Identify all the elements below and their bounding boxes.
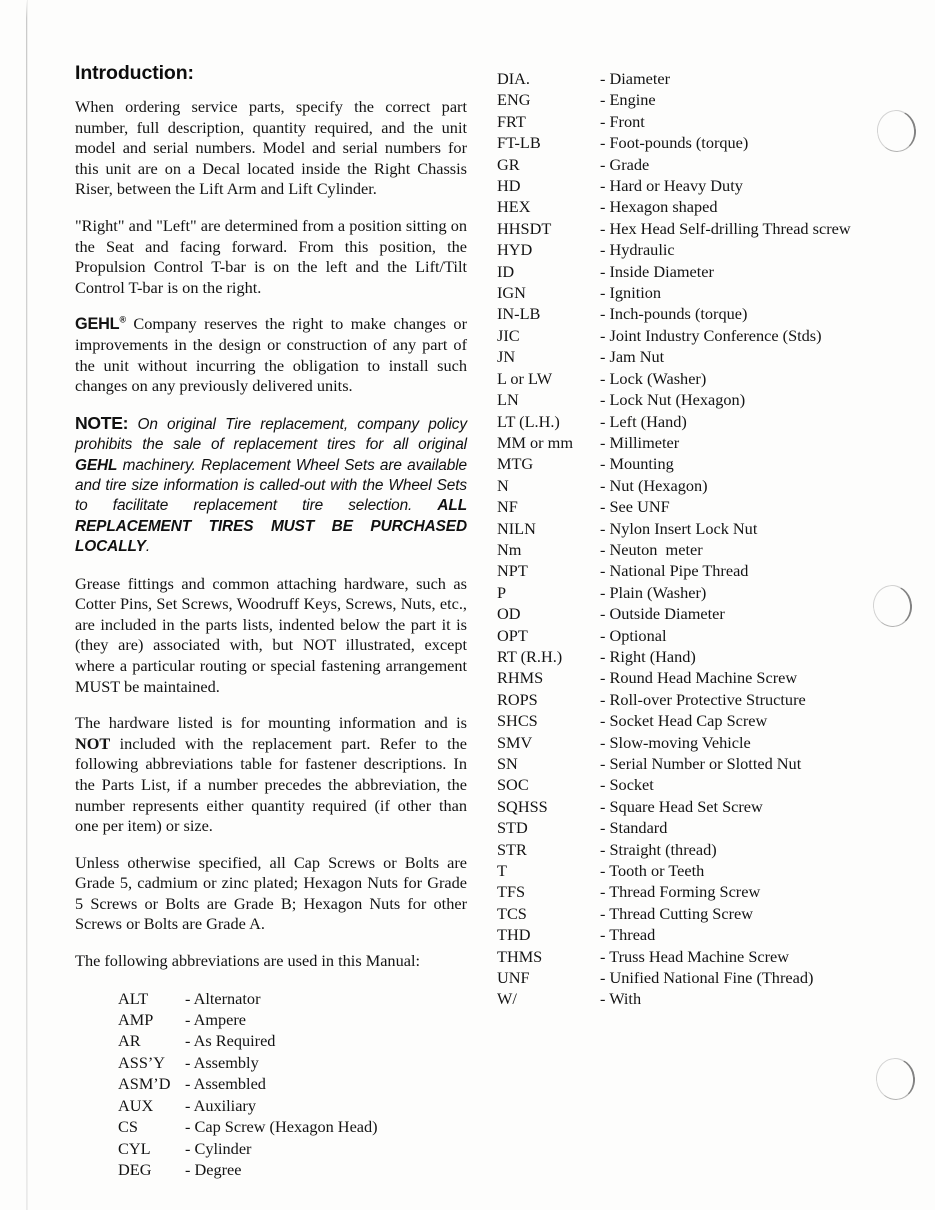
abbreviation-row — [497, 903, 897, 924]
note-segment-2: machinery. Replacement Wheel Sets are available and tire size information is called-out with the Wheel Sets to facilitate replacement tire selection. — [75, 456, 467, 515]
abbreviation-definition: - Thread Cutting Screw — [600, 903, 753, 923]
abbreviation-row — [118, 1030, 467, 1051]
abbreviation-row — [497, 453, 897, 474]
abbreviation-term: TCS — [497, 903, 527, 923]
abbreviation-row — [497, 860, 897, 881]
abbreviation-row — [497, 732, 897, 753]
abbreviation-definition: - Engine — [600, 90, 656, 110]
hardware-bold-not: NOT — [75, 733, 111, 753]
abbreviation-term: OPT — [497, 625, 528, 645]
abbreviation-term: STD — [497, 818, 528, 838]
abbreviation-term: FRT — [497, 111, 526, 131]
abbreviation-term: RT (R.H.) — [497, 646, 563, 666]
abbreviation-term: LT (L.H.) — [497, 411, 560, 431]
abbreviation-term: MTG — [497, 454, 534, 474]
abbreviation-definition: - See UNF — [600, 497, 670, 517]
abbreviation-term: ID — [497, 261, 515, 281]
abbreviation-definition: - Foot-pounds (torque) — [600, 133, 749, 153]
abbreviation-term: ENG — [497, 90, 531, 110]
paragraph-gehl-changes-text: Company reserves the right to make changes or improvements in the design or construction of any part of the unit without incurring the obligation to install such changes on any previously delivered units. — [75, 314, 467, 396]
abbreviation-definition: - Lock (Washer) — [600, 368, 707, 388]
page-title: Introduction: — [75, 62, 194, 84]
abbreviation-definition: - Thread Forming Screw — [600, 882, 761, 902]
abbreviation-term: RHMS — [497, 668, 544, 688]
abbreviation-term: AMP — [118, 1010, 154, 1030]
abbreviation-row — [497, 68, 897, 89]
left-column — [75, 62, 467, 1180]
abbreviation-term: ASS’Y — [118, 1052, 166, 1072]
gehl-brand-text: GEHL — [75, 315, 120, 334]
abbreviation-definition: - Unified National Fine (Thread) — [600, 968, 814, 988]
abbreviation-definition: - Socket Head Cap Screw — [600, 711, 768, 731]
abbreviation-term: THMS — [497, 946, 543, 966]
abbreviation-term: NILN — [497, 518, 536, 538]
abbreviation-row — [497, 175, 897, 196]
abbreviation-definition: - Mounting — [600, 454, 674, 474]
note-segment-3: . — [145, 538, 151, 556]
abbreviation-term: DEG — [118, 1159, 152, 1179]
abbreviation-definition: - Ampere — [185, 1010, 247, 1030]
abbreviation-row — [497, 496, 897, 517]
abbreviation-term: IN-LB — [497, 304, 541, 324]
abbreviation-row — [497, 411, 897, 432]
abbreviation-row — [497, 261, 897, 282]
abbreviation-row — [497, 774, 897, 795]
abbreviation-row — [497, 432, 897, 453]
abbreviation-row — [497, 753, 897, 774]
note-label: NOTE: — [75, 412, 129, 433]
abbreviation-term: JN — [497, 347, 516, 367]
abbreviation-row — [497, 710, 897, 731]
abbreviation-term: TFS — [497, 882, 526, 902]
abbreviation-row — [497, 625, 897, 646]
abbreviation-definition: - Inside Diameter — [600, 261, 714, 281]
abbreviation-definition: - Nylon Insert Lock Nut — [600, 518, 758, 538]
abbreviation-definition: - Grade — [600, 154, 650, 174]
right-column — [497, 68, 897, 1010]
abbreviation-row — [497, 924, 897, 945]
abbreviation-term: STR — [497, 839, 527, 859]
abbreviation-row — [497, 988, 897, 1009]
abbreviation-row — [497, 646, 897, 667]
abbreviation-term: P — [497, 582, 507, 602]
abbreviation-term: Nm — [497, 539, 522, 559]
abbreviation-row — [497, 346, 897, 367]
abbreviation-definition: - Hexagon shaped — [600, 197, 718, 217]
abbreviation-definition: - Jam Nut — [600, 347, 665, 367]
abbreviation-definition: - Right (Hand) — [600, 646, 696, 666]
abbreviation-term: THD — [497, 925, 531, 945]
abbreviation-definition: - Inch-pounds (torque) — [600, 304, 748, 324]
abbreviation-term: SMV — [497, 732, 533, 752]
abbreviation-term: ROPS — [497, 689, 538, 709]
abbreviation-row — [497, 239, 897, 260]
abbreviation-row — [497, 582, 897, 603]
note-gehl-brand: GEHL — [75, 456, 118, 474]
gehl-brand-mark — [75, 315, 126, 333]
abbreviation-definition: - Hard or Heavy Duty — [600, 176, 743, 196]
abbreviation-term: MM or mm — [497, 432, 573, 452]
abbreviation-definition: - Millimeter — [600, 432, 680, 452]
abbreviation-term: CS — [118, 1117, 138, 1137]
abbreviation-term: GR — [497, 154, 520, 174]
abbreviation-definition: - Ignition — [600, 283, 662, 303]
abbreviation-term: JIC — [497, 325, 520, 345]
abbreviation-list-left — [118, 988, 467, 1181]
abbreviation-definition: - Neuton meter — [600, 539, 703, 559]
abbreviation-definition: - National Pipe Thread — [600, 561, 749, 581]
abbreviation-definition: - Square Head Set Screw — [600, 796, 763, 816]
abbreviation-definition: - Auxiliary — [185, 1095, 256, 1115]
paragraph-hardware-listed — [75, 713, 467, 837]
abbreviation-term: ASM’D — [118, 1074, 171, 1094]
paragraph-gehl-changes — [75, 314, 467, 396]
registered-trademark-icon: ® — [119, 314, 126, 325]
abbreviation-definition: - Cap Screw (Hexagon Head) — [185, 1117, 378, 1137]
paragraph-right-left: "Right" and "Left" are determined from a position sitting on the Seat and facing forward. From this position, the Propulsion Control T-bar is on the left and the Lift/Tilt Control T-bar is on the right. — [75, 215, 467, 297]
paragraph-abbreviations-lead: The following abbreviations are used in this Manual: — [75, 951, 420, 971]
abbreviation-row — [497, 303, 897, 324]
abbreviation-definition: - Thread — [600, 925, 656, 945]
binder-punch-hole — [873, 1055, 917, 1102]
abbreviation-definition: - Hex Head Self-drilling Thread screw — [600, 218, 851, 238]
abbreviation-row — [497, 839, 897, 860]
abbreviation-row — [497, 282, 897, 303]
abbreviation-term: NPT — [497, 561, 528, 581]
abbreviation-row — [497, 389, 897, 410]
abbreviation-row — [118, 1009, 467, 1030]
abbreviation-row — [497, 518, 897, 539]
abbreviation-term: NF — [497, 497, 518, 517]
abbreviation-row — [118, 988, 467, 1009]
abbreviation-definition: - Straight (thread) — [600, 839, 717, 859]
abbreviation-term: SHCS — [497, 711, 538, 731]
abbreviation-term: HD — [497, 176, 521, 196]
abbreviation-definition: - Outside Diameter — [600, 604, 725, 624]
hardware-text-before: The hardware listed is for mounting information and is — [75, 713, 467, 733]
abbreviation-definition: - Left (Hand) — [600, 411, 687, 431]
abbreviation-row — [497, 111, 897, 132]
abbreviation-definition: - Assembled — [185, 1074, 266, 1094]
abbreviation-term: T — [497, 861, 507, 881]
abbreviation-term: AR — [118, 1031, 141, 1051]
abbreviation-definition: - Tooth or Teeth — [600, 861, 705, 881]
abbreviation-definition: - Truss Head Machine Screw — [600, 946, 790, 966]
abbreviation-term: HYD — [497, 240, 533, 260]
abbreviation-term: HHSDT — [497, 218, 552, 238]
abbreviation-definition: - Serial Number or Slotted Nut — [600, 754, 802, 773]
abbreviation-row — [497, 603, 897, 624]
abbreviation-definition: - Alternator — [185, 988, 261, 1008]
abbreviation-row — [497, 132, 897, 153]
abbreviation-definition: - Standard — [600, 818, 668, 838]
abbreviation-term: OD — [497, 604, 521, 624]
abbreviation-term: N — [497, 475, 509, 495]
abbreviation-term: SOC — [497, 775, 529, 795]
abbreviation-definition: - Lock Nut (Hexagon) — [600, 390, 746, 410]
abbreviation-definition: - Slow-moving Vehicle — [600, 732, 751, 752]
abbreviation-definition: - Hydraulic — [600, 240, 675, 260]
abbreviation-definition: - Degree — [185, 1159, 242, 1179]
abbreviation-row — [497, 667, 897, 688]
abbreviation-definition: - Socket — [600, 775, 654, 795]
abbreviation-definition: - Assembly — [185, 1052, 259, 1072]
abbreviation-row — [497, 967, 897, 988]
abbreviation-term: CYL — [118, 1138, 151, 1158]
abbreviation-row — [118, 1138, 467, 1159]
abbreviation-definition: - With — [600, 989, 642, 1009]
abbreviation-term: ALT — [118, 988, 149, 1008]
abbreviation-term: IGN — [497, 283, 526, 303]
abbreviation-definition: - Optional — [600, 625, 667, 645]
abbreviation-term: SN — [497, 754, 518, 773]
abbreviation-row — [497, 218, 897, 239]
abbreviation-list-right — [497, 68, 897, 1010]
abbreviation-definition: - Front — [600, 111, 645, 131]
paragraph-grades: Unless otherwise specified, all Cap Screws or Bolts are Grade 5, cadmium or zinc plated; Hexagon Nuts for Grade 5 Screws or Bolts are Grade B; Hexagon Nuts for other Screws or Bolts are Grade A. — [75, 852, 467, 934]
abbreviation-row — [497, 539, 897, 560]
abbreviation-definition: - Round Head Machine Screw — [600, 668, 798, 688]
abbreviation-term: UNF — [497, 968, 530, 988]
abbreviation-row — [497, 475, 897, 496]
abbreviation-term: SQHSS — [497, 796, 548, 816]
abbreviation-term: AUX — [118, 1095, 154, 1115]
abbreviation-row — [497, 368, 897, 389]
paragraph-grease-fittings: Grease fittings and common attaching hardware, such as Cotter Pins, Set Screws, Woodruff Keys, Screws, Nuts, etc., are included in the parts lists, indented below the part it is (they are) associated with, but NOT illustrated, except where a particular routing or special fastening arrangement MUST be maintained. — [75, 573, 467, 696]
abbreviation-row — [497, 796, 897, 817]
abbreviation-definition: - Joint Industry Conference (Stds) — [600, 325, 822, 345]
abbreviation-definition: - Nut (Hexagon) — [600, 475, 708, 495]
abbreviation-row — [497, 689, 897, 710]
abbreviation-row — [118, 1116, 467, 1137]
abbreviation-row — [497, 196, 897, 217]
abbreviation-definition: - Roll-over Protective Structure — [600, 689, 806, 709]
abbreviation-definition: - Cylinder — [185, 1138, 252, 1158]
abbreviation-term: DIA. — [497, 69, 531, 88]
abbreviation-definition: - Plain (Washer) — [600, 582, 707, 602]
paragraph-ordering: When ordering service parts, specify the correct part number, full description, quantity required, and the unit model and serial numbers. Model and serial numbers for this unit are on a Decal located inside the Right Chassis Riser, between the Lift Arm and Lift Cylinder. — [75, 97, 467, 199]
abbreviation-row — [118, 1052, 467, 1073]
scan-artifact-streak-secondary — [27, 0, 28, 1210]
abbreviation-term: L or LW — [497, 368, 553, 388]
abbreviation-term: HEX — [497, 197, 531, 217]
abbreviation-row — [497, 881, 897, 902]
note-segment-1: On original Tire replacement, company policy prohibits the sale of replacement tires for all original — [75, 415, 467, 454]
abbreviation-row — [118, 1095, 467, 1116]
abbreviation-definition: - As Required — [185, 1031, 276, 1051]
abbreviation-row — [118, 1073, 467, 1094]
abbreviation-term: FT-LB — [497, 133, 541, 153]
note-callout — [75, 413, 467, 558]
note-emphasis: ALL REPLACEMENT TIRES MUST BE PURCHASED LOCALLY — [75, 497, 467, 556]
abbreviation-row — [497, 560, 897, 581]
abbreviation-row — [497, 89, 897, 110]
abbreviation-term: W/ — [497, 989, 517, 1009]
abbreviation-row — [118, 1159, 467, 1180]
hardware-text-after: included with the replacement part. Refer to the following abbreviations table for fastener descriptions. In the Parts List, if a number precedes the abbreviation, the number represents either quantity required (if other than one per item) or size. — [75, 733, 467, 836]
abbreviation-row — [497, 154, 897, 175]
abbreviation-row — [497, 817, 897, 838]
abbreviation-row — [497, 325, 897, 346]
abbreviation-row — [497, 946, 897, 967]
abbreviation-term: LN — [497, 390, 519, 410]
abbreviation-definition: - Diameter — [600, 69, 671, 88]
